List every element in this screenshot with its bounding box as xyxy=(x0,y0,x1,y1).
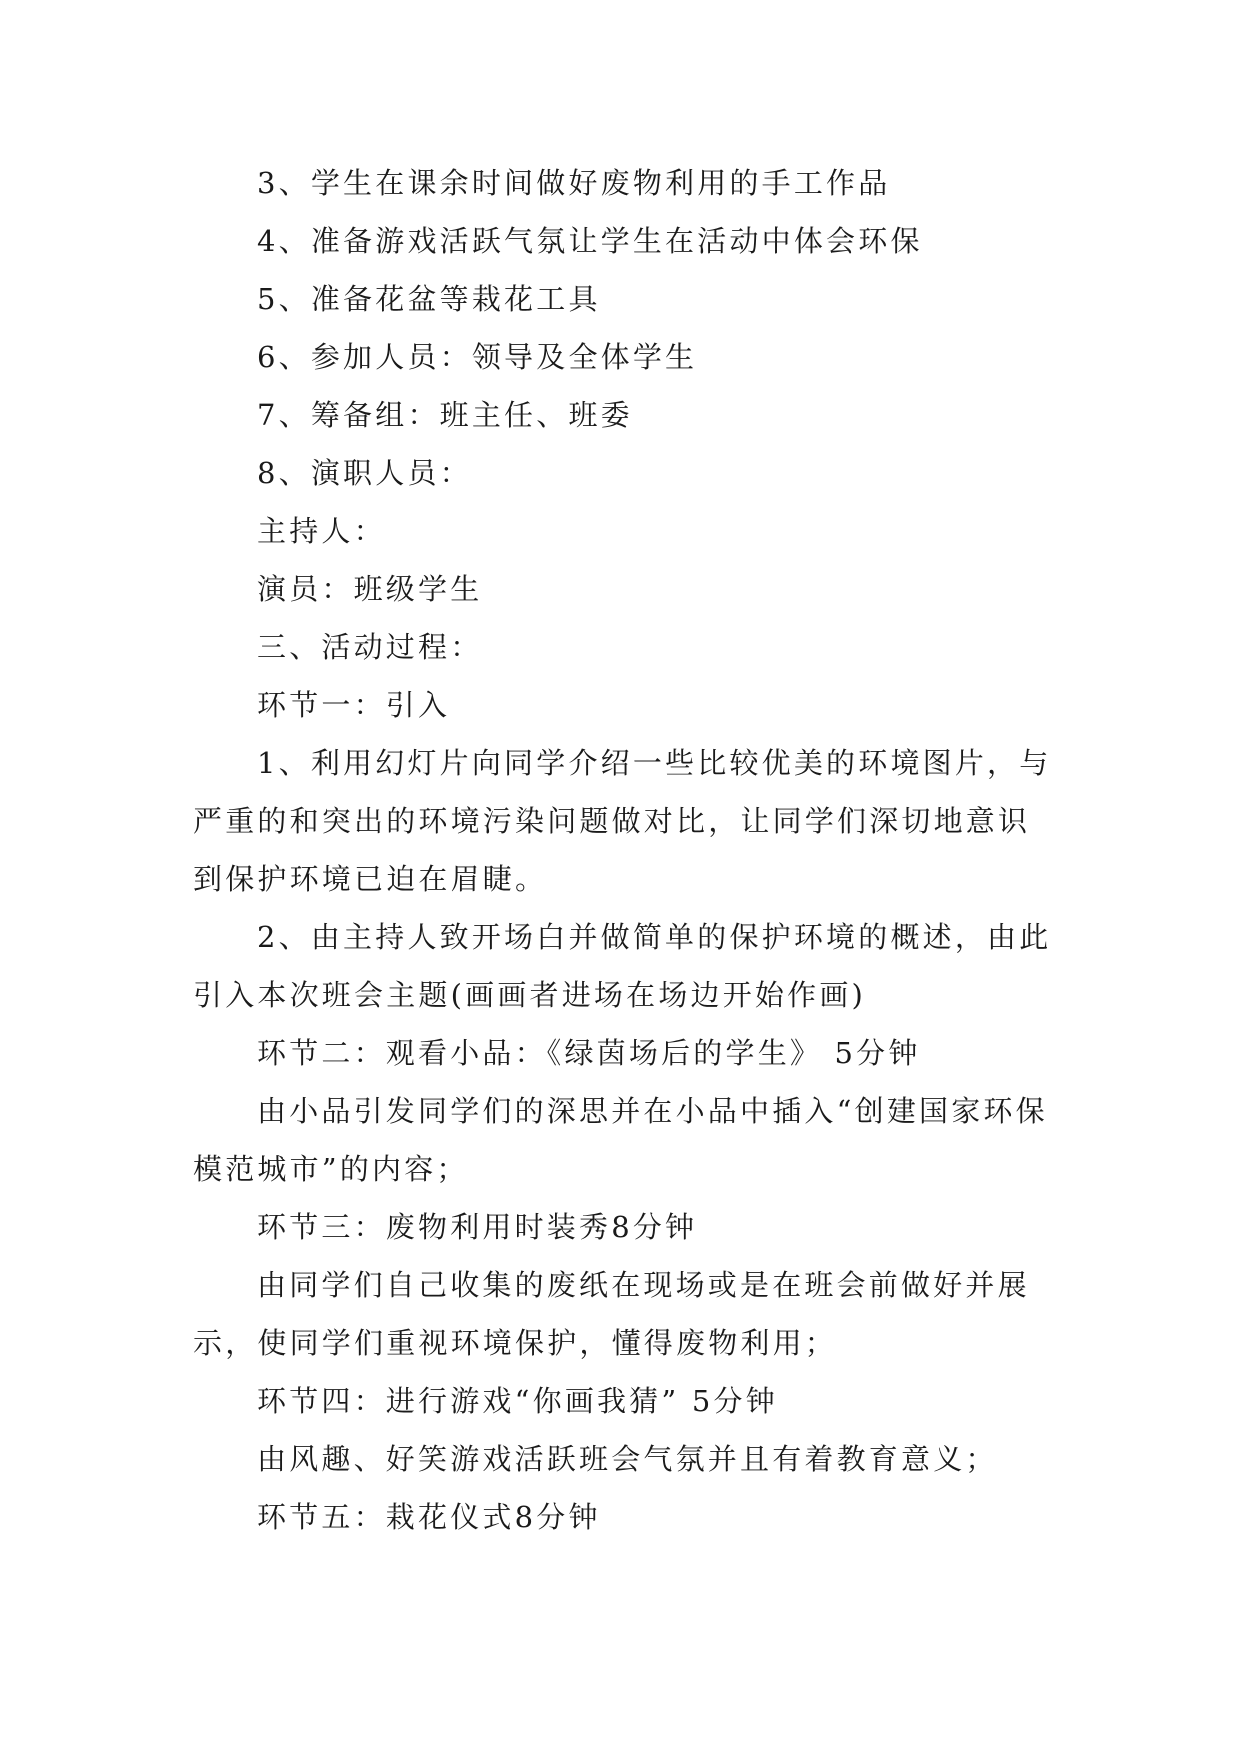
paragraph: 3、学生在课余时间做好废物利用的手工作品 xyxy=(257,166,891,200)
paragraph: 环节二：观看小品：《绿茵场后的学生》 5分钟 xyxy=(257,1036,921,1070)
paragraph: 2、由主持人致开场白并做简单的保护环境的概述，由此引入本次班会主题(画画者进场在场边开始作画) xyxy=(193,920,1052,1012)
paragraph: 演员：班级学生 xyxy=(257,572,483,606)
paragraph: 6、参加人员：领导及全体学生 xyxy=(257,340,698,374)
paragraph: 8、演职人员： xyxy=(257,456,472,490)
paragraph: 环节一：引入 xyxy=(257,688,451,722)
paragraph: 1、利用幻灯片向同学介绍一些比较优美的环境图片，与严重的和突出的环境污染问题做对比，让同学们深切地意识到保护环境已迫在眉睫。 xyxy=(193,746,1052,896)
paragraph: 7、筹备组：班主任、班委 xyxy=(257,398,633,432)
paragraph: 环节五：栽花仪式8分钟 xyxy=(257,1500,601,1534)
paragraph: 主持人： xyxy=(257,514,386,548)
document-body xyxy=(193,154,1053,1546)
paragraph: 环节四：进行游戏“你画我猜” 5分钟 xyxy=(257,1384,778,1418)
paragraph: 4、准备游戏活跃气氛让学生在活动中体会环保 xyxy=(257,224,923,258)
paragraph: 环节三：废物利用时装秀8分钟 xyxy=(257,1210,698,1244)
paragraph: 由同学们自己收集的废纸在现场或是在班会前做好并展示，使同学们重视环境保护，懂得废物利用； xyxy=(193,1268,1030,1360)
paragraph: 由小品引发同学们的深思并在小品中插入“创建国家环保模范城市”的内容； xyxy=(193,1094,1048,1186)
paragraph: 由风趣、好笑游戏活跃班会气氛并且有着教育意义； xyxy=(257,1442,998,1476)
section-heading: 三、活动过程： xyxy=(257,630,483,664)
paragraph: 5、准备花盆等栽花工具 xyxy=(257,282,601,316)
